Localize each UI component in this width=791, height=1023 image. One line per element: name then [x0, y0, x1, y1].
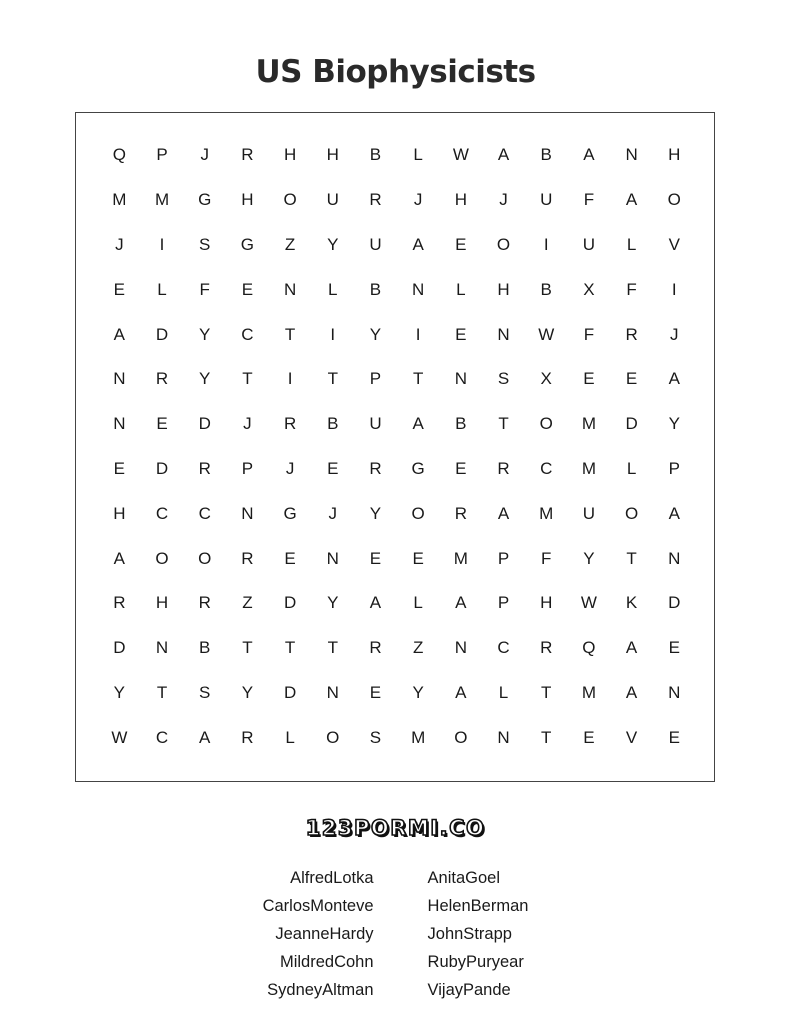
grid-letter: E — [327, 458, 339, 478]
grid-letter: M — [581, 458, 596, 478]
grid-letter: R — [241, 727, 254, 747]
brand-logo: 123PORMI.CO — [305, 816, 486, 840]
grid-letter: A — [113, 324, 126, 344]
grid-letter: G — [240, 234, 255, 254]
grid-letter: U — [582, 234, 596, 254]
word-list-item: JeanneHardy — [275, 925, 374, 943]
grid-letter: I — [671, 279, 677, 299]
grid-letter: Y — [327, 234, 339, 254]
word-list-item: MildredCohn — [279, 953, 374, 971]
grid-letter: H — [155, 593, 169, 613]
grid-letter: E — [583, 727, 595, 747]
grid-letter: C — [155, 503, 169, 523]
grid-letter: D — [155, 458, 169, 478]
grid-letter: C — [497, 638, 510, 658]
grid-letter: J — [285, 458, 295, 478]
grid-letter: U — [326, 190, 339, 210]
grid-letter: W — [111, 727, 128, 747]
grid-letter: G — [198, 190, 212, 210]
grid-letter: A — [583, 145, 595, 165]
grid-letter: N — [454, 638, 467, 658]
word-list-item: AlfredLotka — [290, 869, 374, 887]
grid-letter: E — [156, 414, 168, 434]
grid-letter: T — [327, 369, 338, 389]
grid-letter: U — [540, 190, 553, 210]
grid-letter: E — [455, 458, 467, 478]
grid-letter: M — [453, 548, 468, 568]
grid-letter: H — [113, 503, 126, 523]
grid-letter: R — [497, 458, 510, 478]
grid-letter: U — [369, 234, 382, 254]
grid-letter: I — [543, 234, 549, 254]
grid-letter: O — [155, 548, 169, 568]
grid-letter: R — [113, 593, 126, 613]
grid-letter: A — [497, 145, 510, 165]
grid-letter: Y — [199, 369, 211, 389]
grid-letter: U — [582, 503, 596, 523]
grid-letter: B — [199, 638, 211, 658]
grid-letter: T — [498, 414, 509, 434]
grid-letter: S — [497, 369, 510, 389]
grid-letter: N — [668, 682, 681, 702]
grid-letter: A — [113, 548, 126, 568]
grid-letter: B — [369, 279, 382, 299]
grid-letter: J — [499, 190, 508, 210]
grid-letter: R — [283, 414, 297, 434]
grid-letter: A — [412, 414, 424, 434]
grid-letter: N — [283, 279, 297, 299]
grid-letter: T — [156, 682, 168, 702]
word-list-item: JohnStrapp — [427, 925, 512, 943]
grid-letter: T — [284, 324, 296, 344]
grid-letter: N — [326, 548, 339, 568]
grid-letter: R — [625, 324, 638, 344]
grid-letter: D — [113, 638, 126, 658]
grid-letter: A — [625, 190, 638, 210]
grid-letter: F — [626, 279, 637, 299]
grid-letter: D — [198, 414, 211, 434]
grid-letter: W — [452, 145, 469, 165]
grid-letter: H — [668, 145, 681, 165]
grid-letter: L — [626, 234, 637, 254]
word-list-item: AnitaGoel — [427, 869, 500, 887]
grid-letter: P — [497, 593, 510, 613]
grid-letter: F — [199, 279, 210, 299]
grid-letter: O — [667, 190, 681, 210]
grid-letter: O — [283, 190, 297, 210]
grid-letter: H — [540, 593, 553, 613]
grid-letter: K — [625, 593, 638, 613]
grid-letter: N — [668, 548, 681, 568]
grid-letter: R — [241, 145, 254, 165]
grid-letter: E — [625, 369, 638, 389]
word-list-left-column — [263, 864, 374, 1004]
word-search-grid — [98, 133, 696, 760]
grid-letter: Y — [241, 682, 254, 702]
grid-letter: N — [113, 369, 126, 389]
grid-letter: T — [412, 369, 424, 389]
grid-letter: R — [454, 503, 467, 523]
grid-letter: Y — [668, 414, 680, 434]
grid-letter: M — [581, 682, 596, 702]
grid-letter: E — [455, 324, 467, 344]
grid-letter: N — [326, 682, 339, 702]
grid-letter: B — [369, 145, 382, 165]
grid-letter: L — [456, 279, 466, 299]
word-list-right-column — [428, 864, 529, 1004]
grid-letter: S — [199, 682, 211, 702]
grid-letter: I — [287, 369, 293, 389]
grid-letter: T — [242, 369, 253, 389]
grid-letter: Q — [582, 638, 596, 658]
grid-letter: B — [455, 414, 467, 434]
grid-letter: J — [670, 324, 679, 344]
grid-letter: N — [497, 324, 510, 344]
grid-letter: P — [156, 145, 168, 165]
grid-letter: T — [626, 548, 637, 568]
grid-letter: W — [538, 324, 555, 344]
grid-letter: G — [283, 503, 297, 523]
grid-letter: P — [369, 369, 382, 389]
grid-letter: L — [626, 458, 637, 478]
grid-letter: N — [625, 145, 638, 165]
grid-letter: N — [454, 369, 467, 389]
grid-letter: S — [199, 234, 211, 254]
grid-letter: S — [369, 727, 382, 747]
grid-letter: A — [199, 727, 211, 747]
grid-letter: E — [583, 369, 595, 389]
grid-letter: P — [668, 458, 680, 478]
grid-letter: N — [241, 503, 254, 523]
grid-letter: V — [625, 727, 638, 747]
grid-letter: H — [326, 145, 339, 165]
grid-letter: A — [668, 503, 680, 523]
grid-letter: M — [581, 414, 596, 434]
grid-letter: H — [454, 190, 467, 210]
grid-letter: R — [540, 638, 553, 658]
grid-letter: H — [283, 145, 297, 165]
grid-letter: D — [668, 593, 681, 613]
grid-letter: Y — [412, 682, 424, 702]
grid-letter: A — [625, 682, 638, 702]
grid-letter: A — [455, 682, 467, 702]
word-list — [0, 864, 791, 1004]
grid-letter: W — [580, 593, 597, 613]
grid-letter: E — [369, 548, 382, 568]
grid-letter: E — [455, 234, 467, 254]
grid-letter: V — [668, 234, 680, 254]
grid-letter: R — [198, 593, 211, 613]
grid-letter: O — [326, 727, 340, 747]
grid-letter: Z — [284, 234, 296, 254]
grid-letter: E — [369, 682, 382, 702]
grid-letter: N — [497, 727, 510, 747]
grid-letter: E — [668, 727, 680, 747]
grid-letter: N — [113, 414, 126, 434]
grid-letter: T — [327, 638, 338, 658]
grid-letter: O — [454, 727, 468, 747]
grid-letter: R — [155, 369, 169, 389]
grid-letter: C — [540, 458, 553, 478]
grid-letter: A — [369, 593, 382, 613]
grid-letter: J — [328, 503, 338, 523]
grid-letter: U — [369, 414, 382, 434]
grid-letter: L — [413, 145, 423, 165]
grid-letter: A — [497, 503, 510, 523]
grid-letter: D — [155, 324, 169, 344]
grid-letter: Y — [369, 324, 382, 344]
grid-letter: E — [284, 548, 296, 568]
grid-letter: Y — [113, 682, 126, 702]
grid-letter: F — [541, 548, 552, 568]
grid-letter: D — [283, 593, 297, 613]
grid-letter: D — [283, 682, 297, 702]
grid-letter: R — [369, 458, 382, 478]
grid-letter: L — [328, 279, 338, 299]
grid-letter: Z — [412, 638, 424, 658]
grid-letter: E — [241, 279, 254, 299]
grid-letter: C — [198, 503, 211, 523]
word-list-item: VijayPande — [427, 981, 511, 999]
grid-letter: E — [412, 548, 424, 568]
grid-letter: B — [540, 279, 552, 299]
grid-letter: O — [624, 503, 639, 523]
grid-letter: Q — [112, 145, 126, 165]
grid-letter: E — [113, 279, 126, 299]
grid-letter: X — [540, 369, 552, 389]
grid-letter: I — [415, 324, 421, 344]
grid-letter: O — [411, 503, 425, 523]
grid-letter: E — [113, 458, 126, 478]
grid-letter: O — [198, 548, 212, 568]
grid-letter: A — [412, 234, 424, 254]
grid-letter: T — [541, 727, 552, 747]
grid-letter: J — [243, 414, 252, 434]
word-list-item: CarlosMonteve — [262, 897, 374, 915]
grid-letter: O — [496, 234, 511, 254]
word-list-item: SydneyAltman — [267, 981, 374, 999]
grid-letter: E — [668, 638, 680, 658]
page-title: US Biophysicists — [255, 54, 536, 90]
grid-letter: Y — [369, 503, 382, 523]
grid-letter: R — [369, 190, 382, 210]
grid-letter: C — [241, 324, 254, 344]
grid-letter: J — [115, 234, 124, 254]
grid-letter: Y — [583, 548, 595, 568]
grid-letter: B — [540, 145, 552, 165]
grid-letter: X — [583, 279, 595, 299]
grid-letter: P — [497, 548, 510, 568]
grid-letter: F — [583, 324, 595, 344]
word-search-grid-frame — [75, 112, 715, 782]
grid-letter: J — [200, 145, 209, 165]
grid-letter: L — [157, 279, 167, 299]
grid-letter: N — [412, 279, 425, 299]
grid-letter: H — [497, 279, 510, 299]
grid-letter: L — [413, 593, 423, 613]
grid-letter: R — [198, 458, 211, 478]
grid-letter: N — [155, 638, 169, 658]
grid-letter: R — [241, 548, 254, 568]
grid-letter: Z — [242, 593, 253, 613]
grid-letter: T — [284, 638, 296, 658]
grid-letter: B — [327, 414, 339, 434]
grid-letter: F — [583, 190, 595, 210]
grid-letter: T — [541, 682, 552, 702]
grid-letter: M — [539, 503, 554, 523]
grid-letter: H — [241, 190, 254, 210]
grid-letter: A — [455, 593, 467, 613]
grid-letter: M — [154, 190, 170, 210]
grid-letter: Y — [199, 324, 211, 344]
grid-letter: G — [411, 458, 425, 478]
grid-letter: T — [242, 638, 253, 658]
grid-letter: Y — [327, 593, 339, 613]
grid-letter: P — [241, 458, 254, 478]
grid-letter: R — [369, 638, 382, 658]
grid-letter: J — [413, 190, 423, 210]
grid-letter: L — [285, 727, 295, 747]
word-list-item: RubyPuryear — [427, 953, 524, 971]
grid-letter: M — [411, 727, 426, 747]
grid-letter: A — [668, 369, 680, 389]
grid-letter: D — [625, 414, 638, 434]
grid-letter: A — [625, 638, 638, 658]
grid-letter: M — [112, 190, 127, 210]
grid-letter: O — [539, 414, 553, 434]
word-list-item: HelenBerman — [427, 897, 529, 915]
grid-letter: I — [330, 324, 336, 344]
grid-letter: I — [159, 234, 165, 254]
grid-letter: L — [498, 682, 509, 702]
grid-letter: C — [155, 727, 169, 747]
